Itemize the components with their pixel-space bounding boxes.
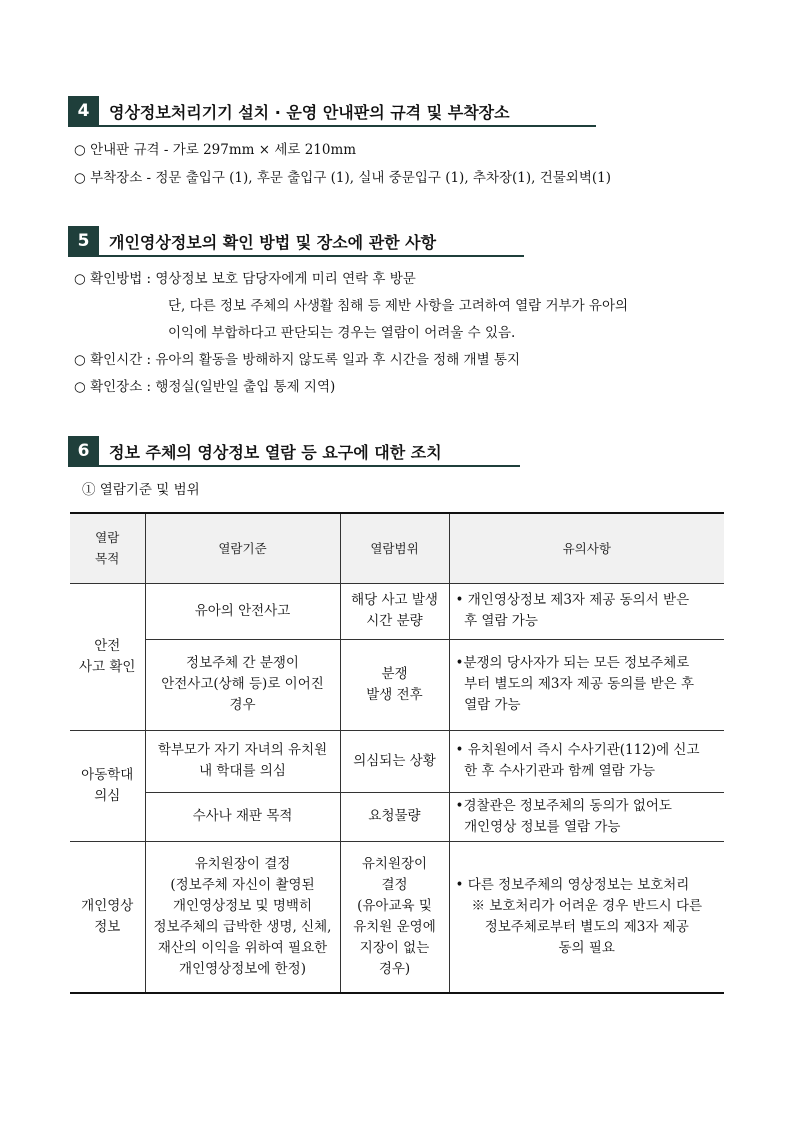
criteria-cell: 유치원장이 결정 (정보주체 자신이 촬영된 개인영상정보 및 명백히 정보주체의 급박한 생명, 신체, 재산의 이익을 위하여 필요한 개인영상정보에 한정)	[145, 841, 340, 993]
section-4-heading	[68, 96, 510, 126]
table-row	[70, 730, 724, 792]
note-cell: •분쟁의 당사자가 되는 모든 정보주체로 부터 별도의 제3자 제공 동의를 받은 후 열람 가능	[449, 639, 724, 730]
criteria-cell: 수사나 재판 목적	[145, 792, 340, 841]
check-method-note-1: 단, 다른 정보 주체의 사생활 침해 등 제반 사항을 고려하여 열람 거부가 유아의	[168, 298, 629, 314]
sign-size-line: ○ 안내판 규격 - 가로 297mm × 세로 210mm	[74, 142, 357, 158]
check-time-line: ○ 확인시간 : 유아의 활동을 방해하지 않도록 일과 후 시간을 정해 개별 통지	[74, 352, 521, 368]
purpose-safety-accident: 안전 사고 확인	[70, 583, 145, 730]
table-row	[70, 583, 724, 639]
section-4-number: 4	[68, 96, 99, 126]
table-row	[70, 639, 724, 730]
section-4-title: 영상정보처리기기 설치 · 운영 안내판의 규격 및 부착장소	[109, 102, 510, 122]
section-5-number: 5	[68, 226, 99, 256]
section-5-title: 개인영상정보의 확인 방법 및 장소에 관한 사항	[109, 232, 437, 252]
scope-cell: 유치원장이 결정 (유아교육 및 유치원 운영에 지장이 없는 경우)	[340, 841, 449, 993]
note-line: ※ 보호처리가 어려운 경우 반드시 다른 정보주체로부터 별도의 제3자 제공 동의 필요	[471, 897, 703, 956]
header-scope: 열람범위	[340, 513, 449, 583]
note-cell: •경찰관은 정보주체의 동의가 없어도 개인영상 정보를 열람 가능	[449, 792, 724, 841]
section-5-rule	[68, 255, 524, 257]
header-purpose: 열람 목적	[70, 513, 145, 583]
section-4-rule	[68, 125, 596, 127]
check-method-line: ○ 확인방법 : 영상정보 보호 담당자에게 미리 연락 후 방문	[74, 271, 416, 287]
note-cell: • 유치원에서 즉시 수사기관(112)에 신고 한 후 수사기관과 함께 열람 가능	[449, 730, 724, 792]
section-6-title: 정보 주체의 영상정보 열람 등 요구에 대한 조치	[109, 442, 442, 462]
section-5-heading	[68, 226, 436, 256]
viewing-criteria-table	[70, 512, 724, 994]
scope-cell: 해당 사고 발생 시간 분량	[340, 583, 449, 639]
note-cell: • 개인영상정보 제3자 제공 동의서 받은 후 열람 가능	[449, 583, 724, 639]
check-method-note-2: 이익에 부합하다고 판단되는 경우는 열람이 어려울 수 있음.	[168, 325, 516, 341]
header-criteria: 열람기준	[145, 513, 340, 583]
criteria-cell: 정보주체 간 분쟁이 안전사고(상해 등)로 이어진 경우	[145, 639, 340, 730]
check-place-line: ○ 확인장소 : 행정실(일반일 출입 통제 지역)	[74, 379, 336, 395]
scope-cell: 요청물량	[340, 792, 449, 841]
note-cell	[449, 841, 724, 993]
table-row	[70, 792, 724, 841]
purpose-personal-video: 개인영상 정보	[70, 841, 145, 993]
section-6-number: 6	[68, 436, 99, 466]
table-row	[70, 841, 724, 993]
section-6-heading	[68, 436, 442, 466]
scope-cell: 분쟁 발생 전후	[340, 639, 449, 730]
criteria-cell: 학부모가 자기 자녀의 유치원 내 학대를 의심	[145, 730, 340, 792]
criteria-cell: 유아의 안전사고	[145, 583, 340, 639]
section-6-rule	[68, 465, 520, 467]
scope-cell: 의심되는 상황	[340, 730, 449, 792]
section-6-subtitle: ① 열람기준 및 범위	[82, 482, 200, 498]
sign-location-line: ○ 부착장소 - 정문 출입구 (1), 후문 출입구 (1), 실내 중문입구 (1), 추차장(1), 건물외벽(1)	[74, 170, 612, 186]
note-line: • 다른 정보주체의 영상정보는 보호처리	[455, 876, 690, 893]
table-header-row	[70, 513, 724, 583]
purpose-child-abuse: 아동학대 의심	[70, 730, 145, 841]
header-notes: 유의사항	[449, 513, 724, 583]
